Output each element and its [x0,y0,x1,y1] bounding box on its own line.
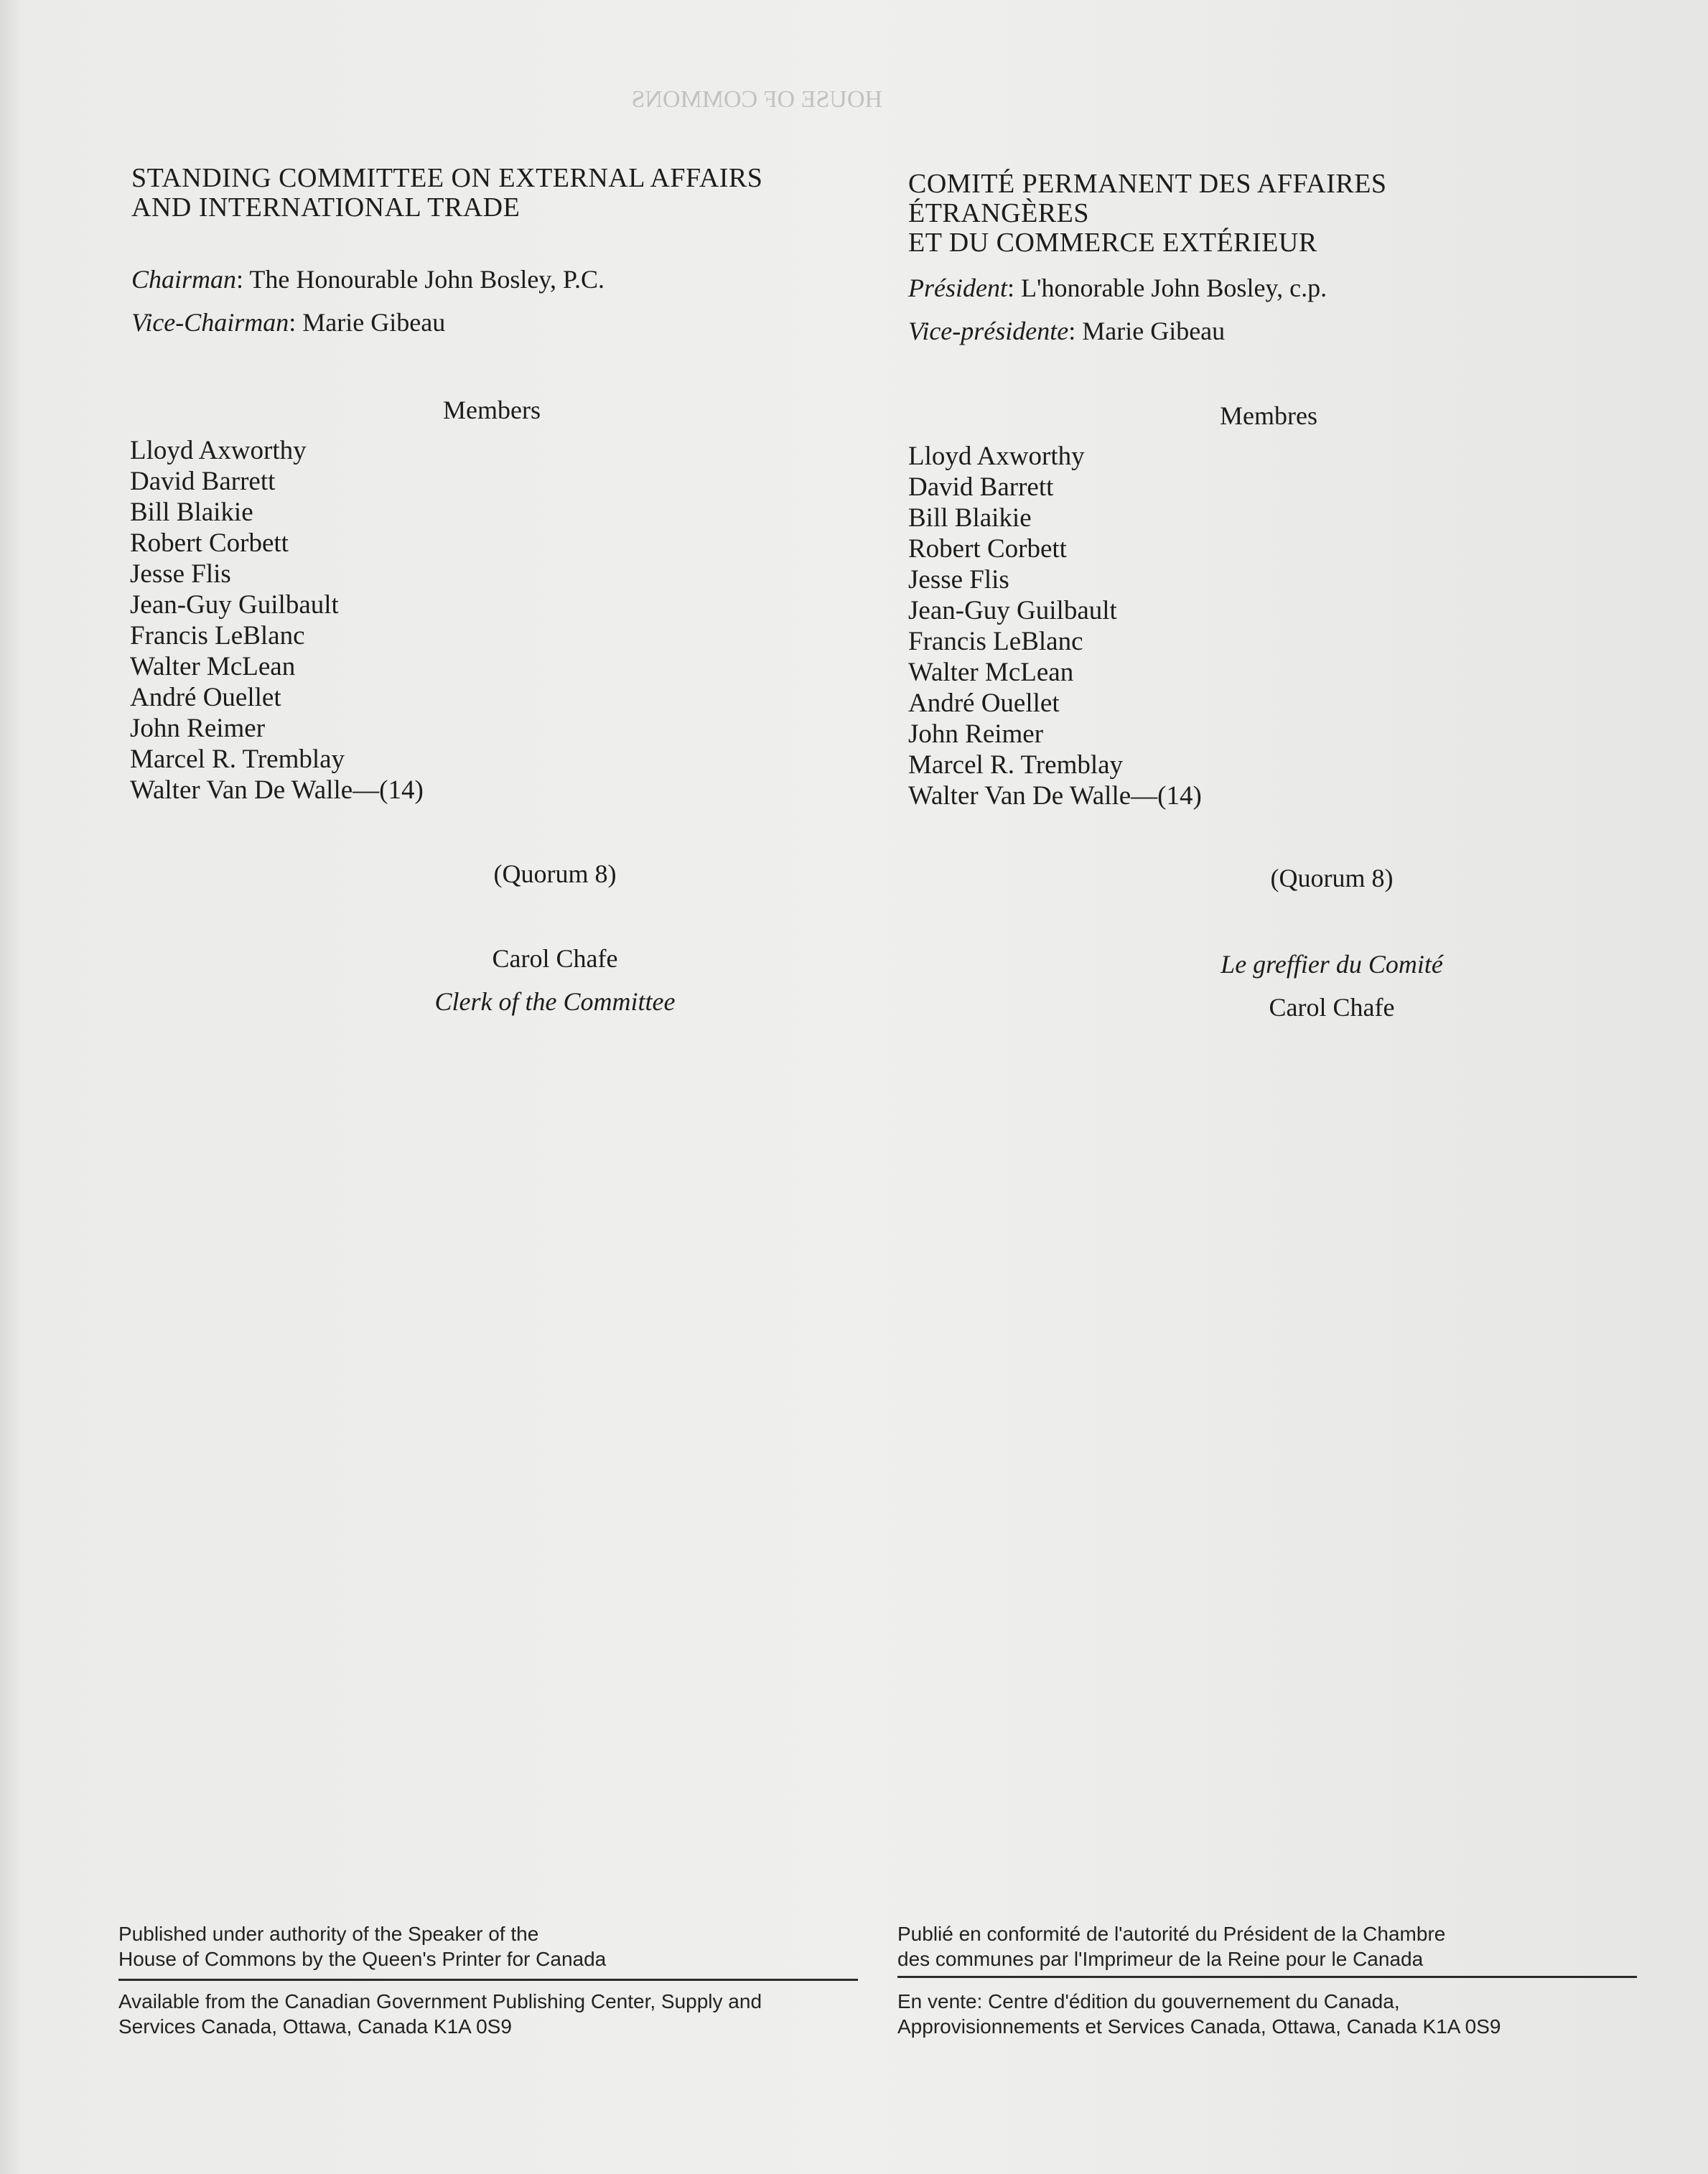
vice-chairman-label: Vice-Chairman [131,308,289,337]
member-item: Jean-Guy Guilbault [908,596,1117,625]
member-item: Marcel R. Tremblay [908,750,1124,780]
member-item: Walter McLean [908,658,1074,687]
french-members-title: Membres [1220,401,1317,430]
publisher-line: Publié en conformité de l'autorité du Président de la Chambre [897,1923,1446,1945]
member-item: Francis LeBlanc [130,621,305,650]
english-quorum: (Quorum 8) [493,859,617,888]
publisher-line: Published under authority of the Speaker of the [118,1923,539,1945]
member-item: Robert Corbett [908,534,1067,564]
vice-chairman-name: : Marie Gibeau [289,308,446,337]
french-clerk-title: Le greffier du Comité [1221,950,1443,979]
french-president [908,273,1327,303]
member-item: André Ouellet [130,683,281,712]
bleed-through: HOUSE OF COMMONS [631,86,882,113]
english-column [131,164,871,1068]
french-clerk-name: Carol Chafe [1269,993,1395,1022]
english-committee-title [131,164,762,223]
french-title-line-2: ÉTRANGÈRES [908,198,1089,228]
member-item: David Barrett [908,472,1054,502]
availability-line: Available from the Canadian Government Publishing Center, Supply and [118,1990,762,2012]
member-item: David Barrett [130,467,276,496]
english-clerk-name: Carol Chafe [492,944,618,973]
member-item: Lloyd Axworthy [130,436,307,465]
english-vice-chairman [131,307,445,337]
english-members-list [130,435,424,806]
english-members-title: Members [443,396,541,424]
english-chairman [131,264,605,294]
chairman-name: : The Honourable John Bosley, P.C. [236,265,605,294]
member-item: André Ouellet [908,689,1060,718]
chairman-label: Chairman [131,265,237,294]
footer-divider-left [118,1979,858,1981]
availability-line: En vente: Centre d'édition du gouvernement du Canada, [897,1990,1400,2012]
member-item: Jean-Guy Guilbault [130,590,339,620]
vice-presidente-label: Vice-présidente [908,317,1069,345]
member-item: John Reimer [130,714,266,743]
publisher-line: des communes par l'Imprimeur de la Reine pour le Canada [897,1948,1424,1970]
french-title-line-3: ET DU COMMERCE EXTÉRIEUR [908,228,1317,258]
member-item: Jesse Flis [130,559,231,589]
french-availability-note [897,1989,1658,2039]
member-item: Walter Van De Walle—(14) [130,775,424,805]
footer-divider-right [897,1976,1637,1978]
member-item: Bill Blaikie [130,498,253,527]
availability-line: Services Canada, Ottawa, Canada K1A 0S9 [118,2015,512,2038]
english-title-line-2: AND INTERNATIONAL TRADE [131,192,521,223]
member-item: Bill Blaikie [908,503,1032,533]
member-item: Walter McLean [130,652,296,681]
english-clerk-title: Clerk of the Committee [434,987,676,1016]
french-column [908,169,1648,1074]
president-label: Président [908,274,1007,302]
president-name: : L'honorable John Bosley, c.p. [1007,274,1327,302]
french-members-list [908,441,1202,811]
member-item: Marcel R. Tremblay [130,745,345,774]
member-item: Francis LeBlanc [908,627,1083,656]
french-committee-title [908,169,1387,258]
member-item: Robert Corbett [130,528,289,558]
member-item: John Reimer [908,719,1044,749]
english-title-line-1: STANDING COMMITTEE ON EXTERNAL AFFAIRS [131,163,763,193]
member-item: Walter Van De Walle—(14) [908,781,1202,811]
member-item: Jesse Flis [908,565,1009,594]
french-publisher-note [897,1921,1658,1972]
publisher-line: House of Commons by the Queen's Printer for Canada [118,1948,607,1970]
french-vice-presidente [908,316,1225,346]
french-quorum: (Quorum 8) [1270,864,1394,892]
english-availability-note [118,1989,865,2039]
vice-presidente-name: : Marie Gibeau [1068,317,1226,345]
english-publisher-note [118,1921,865,1972]
french-title-line-1: COMITÉ PERMANENT DES AFFAIRES [908,169,1387,199]
availability-line: Approvisionnements et Services Canada, Ottawa, Canada K1A 0S9 [897,2015,1501,2038]
member-item: Lloyd Axworthy [908,442,1085,471]
